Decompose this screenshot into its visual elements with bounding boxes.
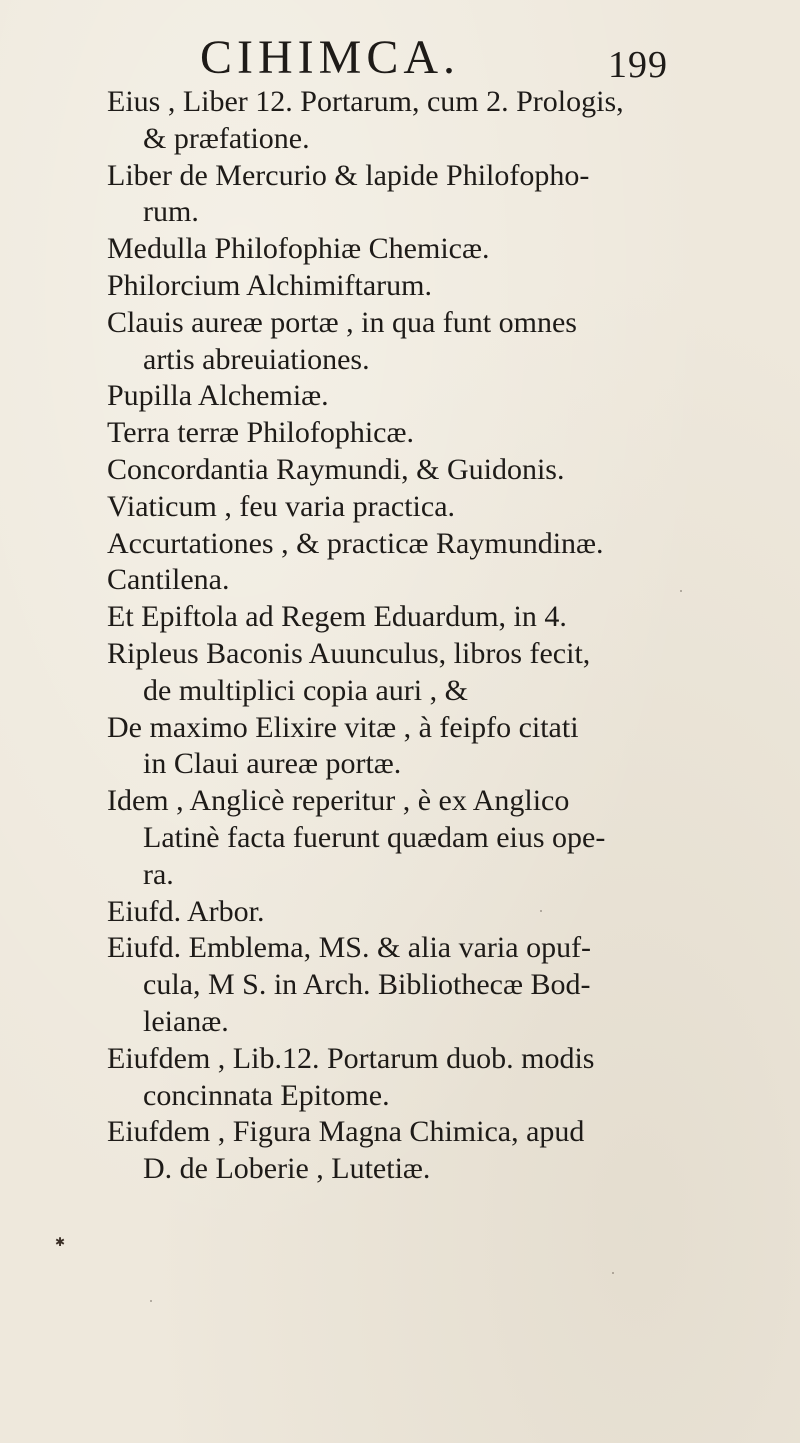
entry-continuation-line: Latinè facta fuerunt quædam eius ope- <box>143 820 606 854</box>
printer-ornament: ✱ <box>55 1235 66 1249</box>
paper-speck <box>150 1300 152 1302</box>
entry-line: Terra terræ Philofophicæ. <box>107 416 414 450</box>
entry-line: Medulla Philofophiæ Chemicæ. <box>107 232 490 266</box>
entry-line: Eiufdem , Lib.12. Portarum duob. modis <box>107 1041 595 1075</box>
paper-speck <box>680 590 682 592</box>
entry-line: Ripleus Baconis Auunculus, libros fecit, <box>107 636 591 670</box>
paper-speck <box>612 1272 614 1274</box>
entry-continuation-line: leianæ. <box>143 1004 229 1038</box>
paper-speck <box>540 910 542 912</box>
entry-line: Philorcium Alchimiftarum. <box>107 268 432 302</box>
entry-continuation-line: & præfatione. <box>143 121 310 155</box>
entry-line: Et Epiftola ad Regem Eduardum, in 4. <box>107 600 567 634</box>
running-head-title: CIHIMCA. <box>200 31 461 84</box>
entry-line: Eius , Liber 12. Portarum, cum 2. Prologis, <box>107 85 624 118</box>
entry-line: Eiufd. Emblema, MS. & alia varia opuf- <box>107 931 592 965</box>
entry-continuation-line: rum. <box>143 195 199 229</box>
bibliography-entries <box>103 84 783 1188</box>
entry-line: Viaticum , feu varia practica. <box>107 489 456 523</box>
entry-line: Clauis aureæ portæ , in qua funt omnes <box>107 305 577 339</box>
page-number: 199 <box>608 44 668 86</box>
entry-line: Accurtationes , & practicæ Raymundinæ. <box>107 526 604 560</box>
entry-line: Concordantia Raymundi, & Guidonis. <box>107 452 565 486</box>
entry-line: De maximo Elixire vitæ , à feipfo citati <box>107 710 579 744</box>
entry-line: Idem , Anglicè reperitur , è ex Anglico <box>107 784 570 818</box>
entry-continuation-line: D. de Loberie , Lutetiæ. <box>143 1152 431 1186</box>
entry-continuation-line: artis abreuiationes. <box>143 342 370 376</box>
entry-continuation-line: de multiplici copia auri , & <box>143 673 468 707</box>
entry-continuation-line: concinnata Epitome. <box>143 1078 390 1112</box>
entry-line: Cantilena. <box>107 563 230 597</box>
entry-line: Eiufdem , Figura Magna Chimica, apud <box>107 1115 585 1149</box>
running-head <box>0 28 800 88</box>
entry-line: Liber de Mercurio & lapide Philofopho- <box>107 158 590 192</box>
entry-line: Pupilla Alchemiæ. <box>107 379 329 413</box>
entry-continuation-line: cula, M S. in Arch. Bibliothecæ Bod- <box>143 968 591 1002</box>
entry-continuation-line: in Claui aureæ portæ. <box>143 747 402 781</box>
entry-continuation-line: ra. <box>143 857 174 891</box>
entry-line: Eiufd. Arbor. <box>107 894 265 928</box>
